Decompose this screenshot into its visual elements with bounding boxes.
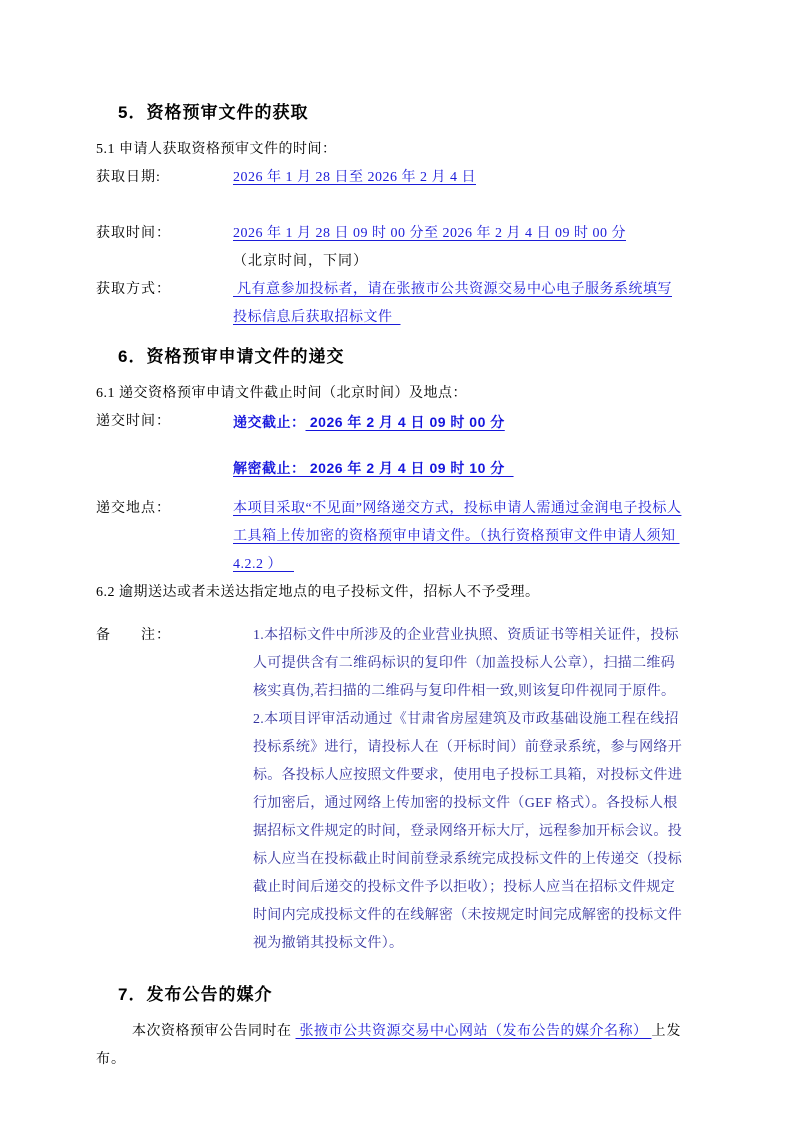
remarks-label: 备 注： (96, 628, 171, 643)
acquire-time-value: 2026 年 1 月 28 日 09 时 00 分至 2026 年 2 月 4 日 09 时 00 分 (233, 226, 626, 241)
acquire-method-value: 凡有意参加投标者，请在张掖市公共资源交易中心电子服务系统填写投标信息后获取招标文件 (233, 282, 672, 325)
media-suffix: 上发布。 (96, 1024, 682, 1067)
submit-time-row (96, 408, 686, 484)
remark-note-2: 2.本项目评审活动通过《甘肃省房屋建筑及市政基础设施工程在线招投标系统》进行，请投标人在（开标时间）前登录系统，参与网络开标。各投标人应按照文件要求，使用电子投标工具箱，对投标文件进行加密后，通过网络上传加密的投标文件（GEF 格式）。各投标人根据招标文件规定的时间，登录网络开标大厅，远程参加开标会议。投标人应当在投标截止时间前登录系统完成投标文件的上传递交（投标截止时间后递交的投标文件予以拒收）；投标人应当在招标文件规定时间内完成投标文件的在线解密（未按规定时间完成解密的投标文件视为撤销其投标文件）。 (253, 712, 682, 951)
acquire-time-label: 获取时间： (96, 226, 171, 241)
clause-6-2: 6.2 逾期送达或者未送达指定地点的电子投标文件，招标人不予受理。 (96, 585, 540, 600)
submit-time-label: 递交时间： (96, 414, 171, 429)
acquire-date-row (96, 164, 686, 192)
submit-deadline-value: 2026 年 2 月 4 日 09 时 00 分 (305, 414, 505, 430)
clause-6-1: 6.1 递交资格预审申请文件截止时间（北京时间）及地点： (96, 386, 467, 401)
beijing-time-note: （北京时间，下同） (233, 254, 368, 269)
acquire-method-label: 获取方式： (96, 282, 171, 297)
media-paragraph (96, 1018, 686, 1074)
section-6-heading: 6．资格预审申请文件的递交 (118, 347, 345, 366)
acquire-date-value: 2026 年 1 月 28 日至 2026 年 2 月 4 日 (233, 170, 476, 185)
acquire-time-row (96, 220, 686, 276)
acquire-method-row (96, 276, 686, 332)
media-prefix: 本次资格预审公告同时在 (132, 1024, 296, 1039)
spacer (96, 607, 686, 622)
acquire-date-label: 获取日期: (96, 170, 161, 185)
spacer (96, 192, 686, 220)
decrypt-deadline-value: 2026 年 2 月 4 日 09 时 10 分 (305, 460, 514, 476)
submit-deadline-label: 递交截止： (233, 414, 306, 430)
section-7-heading: 7．发布公告的媒介 (118, 985, 273, 1004)
remarks-row (96, 622, 686, 958)
section-5-heading: 5．资格预审文件的获取 (118, 103, 309, 122)
submit-place-label: 递交地点： (96, 501, 171, 516)
submit-place-row (96, 495, 686, 579)
spacer (233, 438, 686, 454)
submit-place-value: 本项目采取“不见面”网络递交方式，投标申请人需通过金润电子投标人工具箱上传加密的资格预审申请文件。（执行资格预审文件申请人须知 4.2.2 ） (233, 501, 682, 572)
decrypt-deadline-line (233, 460, 514, 476)
remark-note-1: 1.本招标文件中所涉及的企业营业执照、资质证书等相关证件，投标人可提供含有二维码标识的复印件（加盖投标人公章），扫描二维码核实真伪,若扫描的二维码与复印件相一致,则该复印件视同于原件。 (253, 628, 679, 699)
spacer (96, 484, 686, 495)
submit-deadline-line (233, 414, 505, 430)
media-link: 张掖市公共资源交易中心网站（发布公告的媒介名称） (295, 1024, 652, 1039)
decrypt-deadline-label: 解密截止： (233, 460, 306, 476)
clause-5-1: 5.1 申请人获取资格预审文件的时间： (96, 142, 337, 157)
